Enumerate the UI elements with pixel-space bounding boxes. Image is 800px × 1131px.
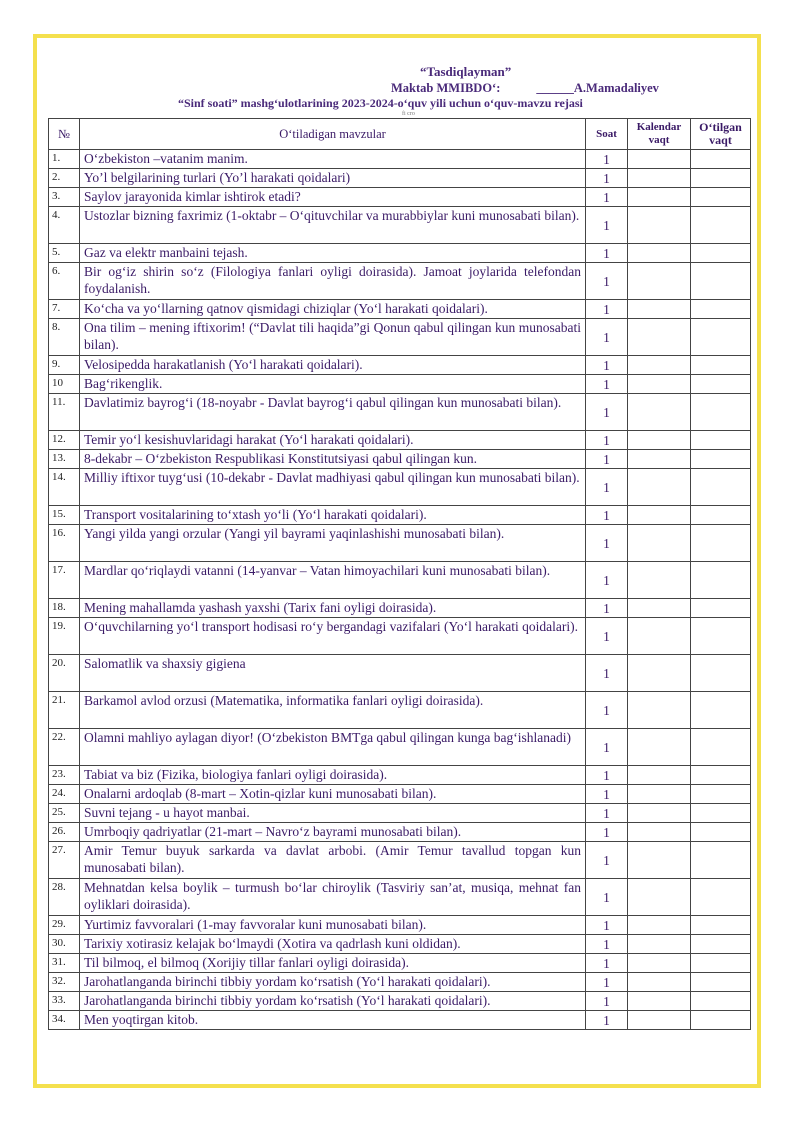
- school-label: Maktab MMIBDO‘:: [391, 81, 501, 95]
- row-number: 29.: [49, 916, 80, 935]
- row-hours: 1: [586, 599, 628, 618]
- row-topic: Til bilmoq, el bilmoq (Xorijiy tillar fanlari oyligi doirasida).: [80, 954, 586, 973]
- row-hours: 1: [586, 804, 628, 823]
- row-topic: Tarixiy xotirasiz kelajak bo‘lmaydi (Xotira va qadrlash kuni oldidan).: [80, 935, 586, 954]
- table-row: [49, 973, 751, 992]
- row-calendar-cell: [628, 431, 691, 450]
- row-calendar-cell: [628, 506, 691, 525]
- row-done-cell: [691, 244, 751, 263]
- table-row: [49, 1011, 751, 1030]
- row-topic: Mening mahallamda yashash yaxshi (Tarix fani oyligi doirasida).: [80, 599, 586, 618]
- row-number: 8.: [49, 319, 80, 356]
- row-hours: 1: [586, 1011, 628, 1030]
- row-topic: Jarohatlanganda birinchi tibbiy yordam ko‘rsatish (Yo‘l harakati qoidalari).: [80, 992, 586, 1011]
- table-row: [49, 618, 751, 655]
- row-topic: O‘quvchilarning yo‘l transport hodisasi ro‘y bergandagi vazifalari (Yo‘l harakati qoidalari).: [80, 618, 586, 655]
- row-hours: 1: [586, 244, 628, 263]
- row-done-cell: [691, 916, 751, 935]
- table-body: [49, 150, 751, 1030]
- signature-line: ______A.Mamadaliyev: [536, 81, 659, 95]
- row-done-cell: [691, 188, 751, 207]
- row-hours: 1: [586, 655, 628, 692]
- row-number: 3.: [49, 188, 80, 207]
- row-topic: Amir Temur buyuk sarkarda va davlat arbobi. (Amir Temur tavallud topgan kun munosabati bilan).: [80, 842, 586, 879]
- row-calendar-cell: [628, 169, 691, 188]
- row-hours: 1: [586, 879, 628, 916]
- table-row: [49, 150, 751, 169]
- row-number: 32.: [49, 973, 80, 992]
- row-calendar-cell: [628, 842, 691, 879]
- row-hours: 1: [586, 300, 628, 319]
- table-row: [49, 525, 751, 562]
- row-calendar-cell: [628, 207, 691, 244]
- row-topic: Transport vositalarining to‘xtash yo‘li (Yo‘l harakati qoidalari).: [80, 506, 586, 525]
- row-calendar-cell: [628, 450, 691, 469]
- row-topic: Bir og‘iz shirin so‘z (Filologiya fanlari oyligi doirasida). Jamoat joylarida telefondan foydalanish.: [80, 263, 586, 300]
- row-topic: Milliy iftixor tuyg‘usi (10-dekabr - Davlat madhiyasi qabul qilingan kun munosabati bilan).: [80, 469, 586, 506]
- row-done-cell: [691, 804, 751, 823]
- row-done-cell: [691, 394, 751, 431]
- row-number: 9.: [49, 356, 80, 375]
- row-hours: 1: [586, 319, 628, 356]
- table-row: [49, 431, 751, 450]
- row-done-cell: [691, 150, 751, 169]
- row-number: 34.: [49, 1011, 80, 1030]
- row-calendar-cell: [628, 263, 691, 300]
- stamp-mark: fi cro: [402, 111, 415, 117]
- row-topic: Olamni mahliyo aylagan diyor! (O‘zbekiston BMTga qabul qilingan kunga bag‘ishlanadi): [80, 729, 586, 766]
- row-topic: Suvni tejang - u hayot manbai.: [80, 804, 586, 823]
- table-row: [49, 692, 751, 729]
- row-hours: 1: [586, 562, 628, 599]
- row-number: 17.: [49, 562, 80, 599]
- table-row: [49, 785, 751, 804]
- row-done-cell: [691, 618, 751, 655]
- row-calendar-cell: [628, 973, 691, 992]
- row-calendar-cell: [628, 823, 691, 842]
- row-hours: 1: [586, 150, 628, 169]
- row-number: 6.: [49, 263, 80, 300]
- row-calendar-cell: [628, 375, 691, 394]
- row-hours: 1: [586, 935, 628, 954]
- row-done-cell: [691, 785, 751, 804]
- table-row: [49, 469, 751, 506]
- row-done-cell: [691, 973, 751, 992]
- row-number: 4.: [49, 207, 80, 244]
- row-done-cell: [691, 823, 751, 842]
- row-calendar-cell: [628, 188, 691, 207]
- row-calendar-cell: [628, 785, 691, 804]
- row-topic: Salomatlik va shaxsiy gigiena: [80, 655, 586, 692]
- row-calendar-cell: [628, 992, 691, 1011]
- row-number: 5.: [49, 244, 80, 263]
- row-hours: 1: [586, 469, 628, 506]
- row-done-cell: [691, 599, 751, 618]
- table-row: [49, 992, 751, 1011]
- header-calendar: Kalendar vaqt: [628, 119, 691, 150]
- row-calendar-cell: [628, 804, 691, 823]
- row-hours: 1: [586, 506, 628, 525]
- row-calendar-cell: [628, 766, 691, 785]
- row-hours: 1: [586, 729, 628, 766]
- header-topic: O‘tiladigan mavzular: [80, 119, 586, 150]
- row-topic: 8-dekabr – O‘zbekiston Respublikasi Konstitutsiyasi qabul qilingan kun.: [80, 450, 586, 469]
- row-hours: 1: [586, 207, 628, 244]
- row-calendar-cell: [628, 618, 691, 655]
- row-number: 24.: [49, 785, 80, 804]
- table-row: [49, 823, 751, 842]
- row-hours: 1: [586, 375, 628, 394]
- row-done-cell: [691, 992, 751, 1011]
- row-hours: 1: [586, 431, 628, 450]
- row-done-cell: [691, 375, 751, 394]
- row-topic: Yangi yilda yangi orzular (Yangi yil bayrami yaqinlashishi munosabati bilan).: [80, 525, 586, 562]
- table-row: [49, 766, 751, 785]
- row-topic: Yo’l belgilarining turlari (Yo’l harakati qoidalari): [80, 169, 586, 188]
- row-number: 28.: [49, 879, 80, 916]
- row-number: 11.: [49, 394, 80, 431]
- row-calendar-cell: [628, 729, 691, 766]
- row-topic: Temir yo‘l kesishuvlaridagi harakat (Yo‘l harakati qoidalari).: [80, 431, 586, 450]
- header-num: №: [49, 119, 80, 150]
- row-done-cell: [691, 692, 751, 729]
- row-done-cell: [691, 935, 751, 954]
- row-done-cell: [691, 169, 751, 188]
- row-hours: 1: [586, 954, 628, 973]
- row-done-cell: [691, 879, 751, 916]
- table-header-row: [49, 119, 751, 150]
- row-topic: Mardlar qo‘riqlaydi vatanni (14-yanvar – Vatan himoyachilari kuni munosabati bilan).: [80, 562, 586, 599]
- row-calendar-cell: [628, 300, 691, 319]
- row-hours: 1: [586, 356, 628, 375]
- row-calendar-cell: [628, 935, 691, 954]
- table-row: [49, 207, 751, 244]
- table-row: [49, 655, 751, 692]
- row-topic: Jarohatlanganda birinchi tibbiy yordam ko‘rsatish (Yo‘l harakati qoidalari).: [80, 973, 586, 992]
- row-topic: Gaz va elektr manbaini tejash.: [80, 244, 586, 263]
- row-topic: Ustozlar bizning faxrimiz (1-oktabr – O‘qituvchilar va murabbiylar kuni munosabati bilan).: [80, 207, 586, 244]
- approval-heading: “Tasdiqlayman”: [420, 64, 512, 79]
- row-hours: 1: [586, 823, 628, 842]
- row-done-cell: [691, 263, 751, 300]
- row-calendar-cell: [628, 244, 691, 263]
- row-done-cell: [691, 766, 751, 785]
- topics-table: [48, 118, 751, 1030]
- table-row: [49, 356, 751, 375]
- table-row: [49, 450, 751, 469]
- row-calendar-cell: [628, 954, 691, 973]
- table-row: [49, 842, 751, 879]
- table-row: [49, 375, 751, 394]
- table-row: [49, 506, 751, 525]
- row-done-cell: [691, 469, 751, 506]
- row-calendar-cell: [628, 562, 691, 599]
- row-calendar-cell: [628, 394, 691, 431]
- row-topic: Barkamol avlod orzusi (Matematika, informatika fanlari oyligi doirasida).: [80, 692, 586, 729]
- table-row: [49, 729, 751, 766]
- row-number: 14.: [49, 469, 80, 506]
- row-calendar-cell: [628, 879, 691, 916]
- row-number: 2.: [49, 169, 80, 188]
- row-number: 22.: [49, 729, 80, 766]
- row-topic: Bag‘rikenglik.: [80, 375, 586, 394]
- row-number: 27.: [49, 842, 80, 879]
- row-done-cell: [691, 729, 751, 766]
- row-hours: 1: [586, 766, 628, 785]
- row-hours: 1: [586, 525, 628, 562]
- table-row: [49, 394, 751, 431]
- row-calendar-cell: [628, 319, 691, 356]
- table-row: [49, 562, 751, 599]
- row-calendar-cell: [628, 356, 691, 375]
- row-topic: Velosipedda harakatlanish (Yo‘l harakati qoidalari).: [80, 356, 586, 375]
- row-hours: 1: [586, 842, 628, 879]
- row-topic: Yurtimiz favvoralari (1-may favvoralar kuni munosabati bilan).: [80, 916, 586, 935]
- table-row: [49, 916, 751, 935]
- row-hours: 1: [586, 692, 628, 729]
- row-hours: 1: [586, 169, 628, 188]
- row-number: 16.: [49, 525, 80, 562]
- row-topic: O‘zbekiston –vatanim manim.: [80, 150, 586, 169]
- table-row: [49, 244, 751, 263]
- table-row: [49, 599, 751, 618]
- row-done-cell: [691, 431, 751, 450]
- row-topic: Saylov jarayonida kimlar ishtirok etadi?: [80, 188, 586, 207]
- row-hours: 1: [586, 916, 628, 935]
- row-number: 7.: [49, 300, 80, 319]
- table-row: [49, 169, 751, 188]
- row-topic: Davlatimiz bayrog‘i (18-noyabr - Davlat bayrog‘i qabul qilingan kun munosabati bilan).: [80, 394, 586, 431]
- table-row: [49, 263, 751, 300]
- row-number: 26.: [49, 823, 80, 842]
- row-topic: Ko‘cha va yo‘llarning qatnov qismidagi chiziqlar (Yo‘l harakati qoidalari).: [80, 300, 586, 319]
- header-done: O‘tilgan vaqt: [691, 119, 751, 150]
- row-done-cell: [691, 562, 751, 599]
- table-row: [49, 804, 751, 823]
- row-hours: 1: [586, 785, 628, 804]
- table-row: [49, 954, 751, 973]
- row-calendar-cell: [628, 469, 691, 506]
- row-done-cell: [691, 655, 751, 692]
- row-calendar-cell: [628, 655, 691, 692]
- row-number: 13.: [49, 450, 80, 469]
- table-row: [49, 935, 751, 954]
- row-number: 23.: [49, 766, 80, 785]
- row-hours: 1: [586, 450, 628, 469]
- row-hours: 1: [586, 188, 628, 207]
- row-number: 25.: [49, 804, 80, 823]
- row-done-cell: [691, 450, 751, 469]
- row-number: 30.: [49, 935, 80, 954]
- row-done-cell: [691, 842, 751, 879]
- row-hours: 1: [586, 394, 628, 431]
- row-calendar-cell: [628, 916, 691, 935]
- row-number: 19.: [49, 618, 80, 655]
- row-done-cell: [691, 319, 751, 356]
- row-hours: 1: [586, 992, 628, 1011]
- row-done-cell: [691, 356, 751, 375]
- row-number: 1.: [49, 150, 80, 169]
- row-done-cell: [691, 525, 751, 562]
- row-topic: Ona tilim – mening iftixorim! (“Davlat tili haqida”gi Qonun qabul qilingan kun munosabati bilan).: [80, 319, 586, 356]
- row-calendar-cell: [628, 599, 691, 618]
- row-topic: Tabiat va biz (Fizika, biologiya fanlari oyligi doirasida).: [80, 766, 586, 785]
- row-calendar-cell: [628, 1011, 691, 1030]
- row-topic: Onalarni ardoqlab (8-mart – Xotin-qizlar kuni munosabati bilan).: [80, 785, 586, 804]
- row-topic: Men yoqtirgan kitob.: [80, 1011, 586, 1030]
- row-calendar-cell: [628, 525, 691, 562]
- row-number: 31.: [49, 954, 80, 973]
- row-done-cell: [691, 300, 751, 319]
- row-calendar-cell: [628, 692, 691, 729]
- school-approval-line: [391, 81, 659, 96]
- row-topic: Mehnatdan kelsa boylik – turmush bo‘lar chiroylik (Tasviriy san’at, musiqa, mehnat fan oyliklari doirasida).: [80, 879, 586, 916]
- table-row: [49, 879, 751, 916]
- row-calendar-cell: [628, 150, 691, 169]
- row-number: 15.: [49, 506, 80, 525]
- row-number: 18.: [49, 599, 80, 618]
- row-number: 21.: [49, 692, 80, 729]
- row-hours: 1: [586, 618, 628, 655]
- table-row: [49, 300, 751, 319]
- row-number: 10: [49, 375, 80, 394]
- row-done-cell: [691, 506, 751, 525]
- table-row: [49, 319, 751, 356]
- table-row: [49, 188, 751, 207]
- row-done-cell: [691, 207, 751, 244]
- row-number: 12.: [49, 431, 80, 450]
- row-hours: 1: [586, 263, 628, 300]
- row-topic: Umrboqiy qadriyatlar (21-mart – Navro‘z bayrami munosabati bilan).: [80, 823, 586, 842]
- row-number: 33.: [49, 992, 80, 1011]
- plan-title: “Sinf soati” mashg‘ulotlarining 2023-2024-o‘quv yili uchun o‘quv-mavzu rejasi: [178, 96, 583, 110]
- row-done-cell: [691, 1011, 751, 1030]
- row-hours: 1: [586, 973, 628, 992]
- row-done-cell: [691, 954, 751, 973]
- header-hours: Soat: [586, 119, 628, 150]
- row-number: 20.: [49, 655, 80, 692]
